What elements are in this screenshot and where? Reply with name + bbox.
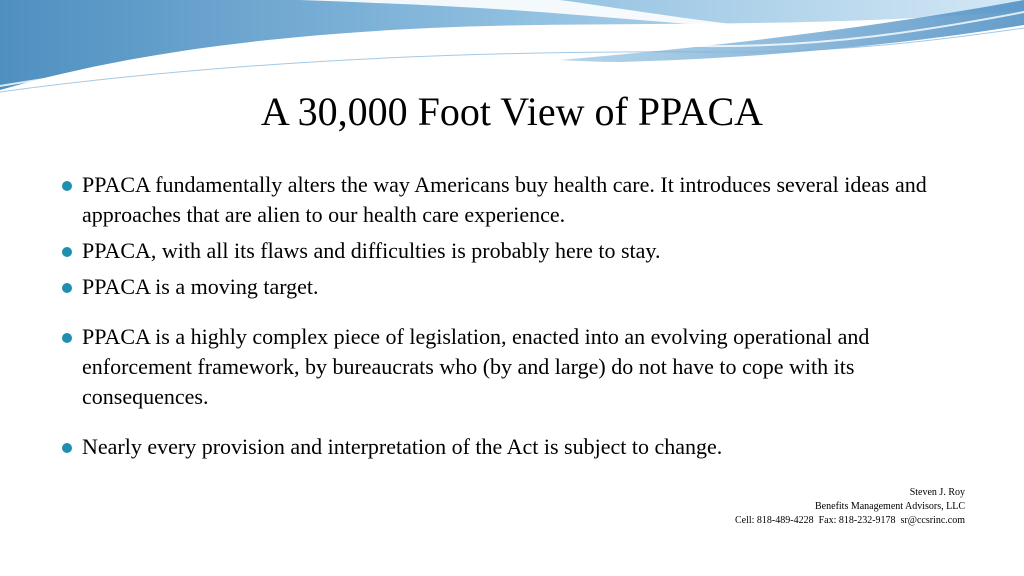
bullet-text: Nearly every provision and interpretation of the Act is subject to change.	[82, 434, 723, 459]
presenter-contact: Cell: 818-489-4228 Fax: 818-232-9178 sr@ccsrinc.com	[734, 515, 965, 526]
bullet-item	[62, 432, 982, 462]
bullet-dot-icon	[62, 181, 72, 191]
bullet-item	[62, 170, 982, 230]
bullet-text: PPACA is a moving target.	[82, 274, 319, 299]
slide-title: A 30,000 Foot View of PPACA	[260, 89, 764, 134]
presenter-company: Benefits Management Advisors, LLC	[815, 501, 965, 512]
bullet-item	[62, 272, 982, 302]
bullet-dot-icon	[62, 247, 72, 257]
bullet-text: PPACA is a highly complex piece of legislation, enacted into an evolving operational and enforcement framework, by bureaucrats who (by and large) do not have to cope with its consequences.	[82, 324, 870, 409]
header-wave-banner	[0, 0, 1024, 95]
bullet-item	[62, 236, 982, 266]
bullet-dot-icon	[62, 333, 72, 343]
bullet-text: PPACA fundamentally alters the way Americans buy health care. It introduces several ideas and approaches that are alien to our health care experience.	[82, 172, 927, 227]
presenter-footer	[735, 486, 965, 528]
presenter-name: Steven J. Roy	[909, 487, 965, 498]
bullet-dot-icon	[62, 443, 72, 453]
bullet-dot-icon	[62, 283, 72, 293]
bullet-item	[62, 322, 982, 412]
bullet-list	[62, 170, 982, 462]
bullet-text: PPACA, with all its flaws and difficulties is probably here to stay.	[82, 238, 661, 263]
